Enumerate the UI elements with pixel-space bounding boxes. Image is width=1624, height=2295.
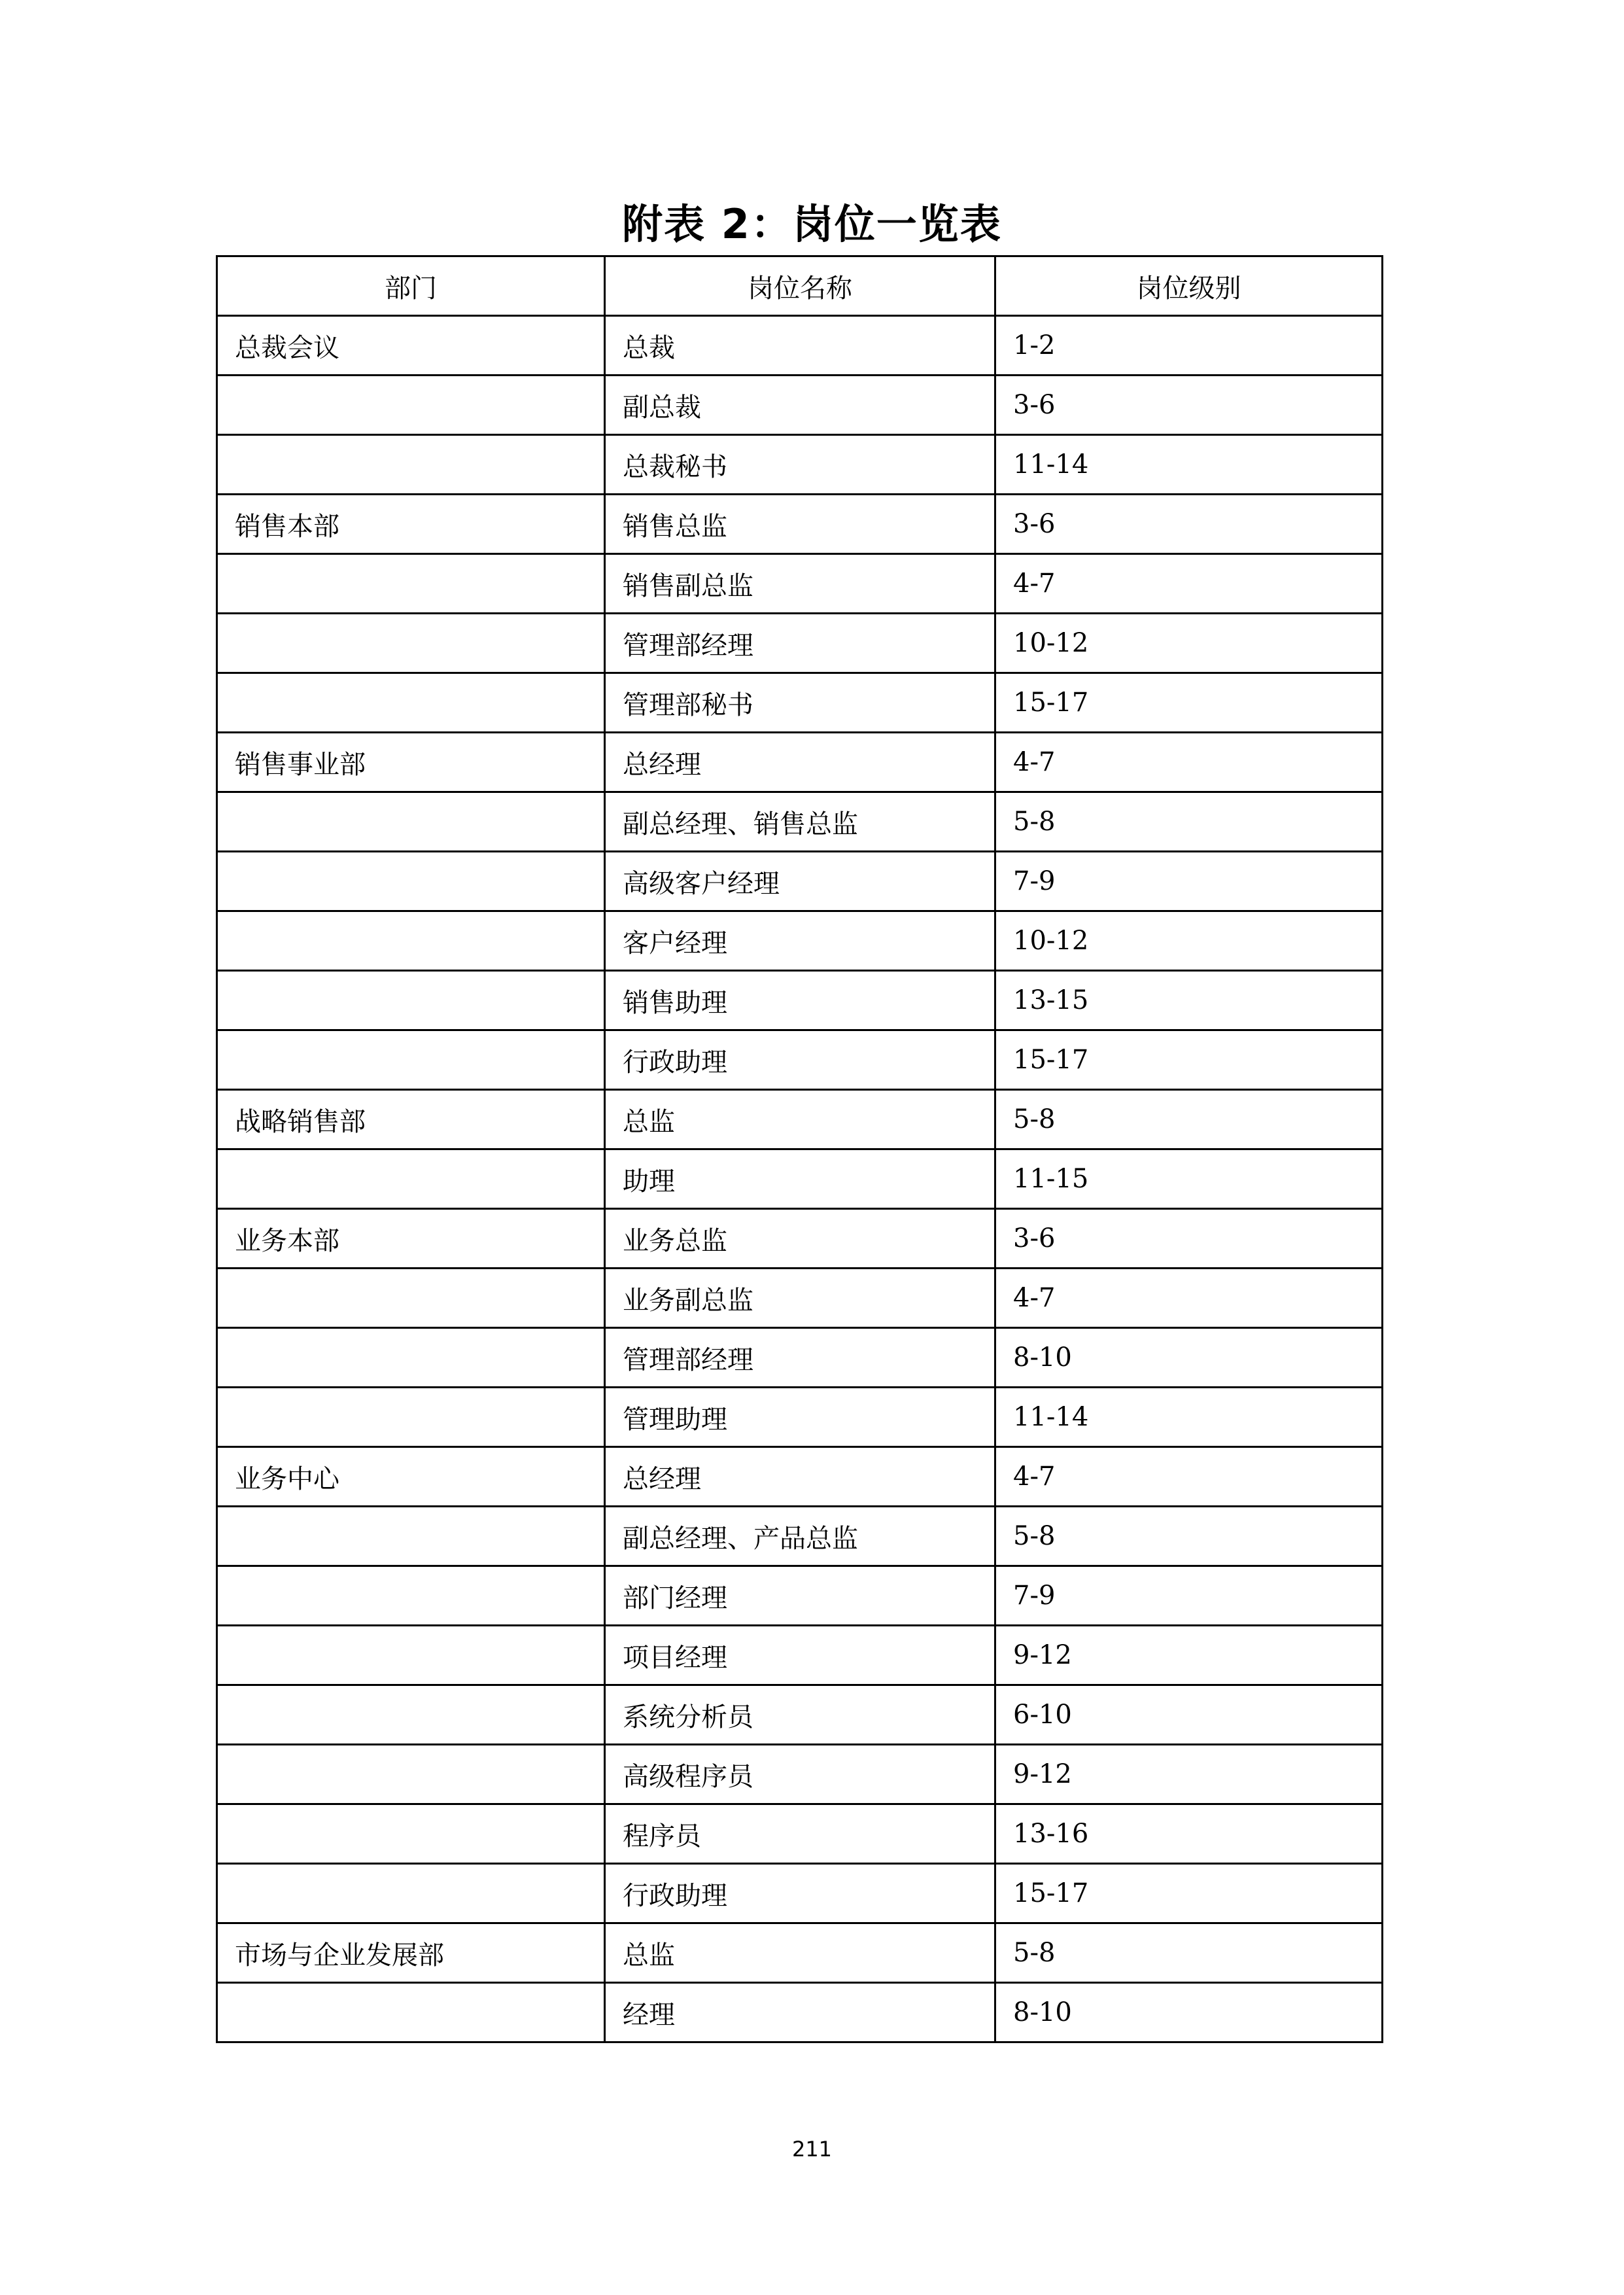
table-row (217, 1983, 1383, 2042)
table-header-row (217, 256, 1383, 316)
position-name-cell: 管理部经理 (605, 614, 995, 673)
table-row (217, 1804, 1383, 1864)
table-row (217, 1209, 1383, 1269)
position-level-cell: 7-9 (995, 852, 1383, 911)
department-cell (217, 1566, 605, 1626)
table-row (217, 435, 1383, 495)
department-cell: 总裁会议 (217, 316, 605, 376)
position-name-cell: 经理 (605, 1983, 995, 2042)
department-cell (217, 376, 605, 435)
position-level-cell: 5-8 (995, 1507, 1383, 1566)
position-name-cell: 业务副总监 (605, 1269, 995, 1328)
table-row (217, 1626, 1383, 1685)
table-row (217, 673, 1383, 733)
position-level-cell: 8-10 (995, 1328, 1383, 1388)
position-table (216, 255, 1383, 2043)
department-cell (217, 1685, 605, 1745)
department-cell: 业务中心 (217, 1447, 605, 1507)
position-level-cell: 6-10 (995, 1685, 1383, 1745)
table-row (217, 792, 1383, 852)
position-level-cell: 11-14 (995, 1388, 1383, 1447)
department-cell (217, 1328, 605, 1388)
position-name-cell: 总经理 (605, 1447, 995, 1507)
position-level-cell: 5-8 (995, 1923, 1383, 1983)
table-row (217, 852, 1383, 911)
table-row (217, 614, 1383, 673)
department-cell (217, 1388, 605, 1447)
column-header-position-name: 岗位名称 (605, 256, 995, 316)
column-header-department: 部门 (217, 256, 605, 316)
table-row (217, 911, 1383, 971)
department-cell (217, 1745, 605, 1804)
position-level-cell: 8-10 (995, 1983, 1383, 2042)
position-level-cell: 4-7 (995, 1269, 1383, 1328)
position-name-cell: 系统分析员 (605, 1685, 995, 1745)
position-level-cell: 15-17 (995, 1864, 1383, 1923)
table-row (217, 1149, 1383, 1209)
table-row (217, 1745, 1383, 1804)
position-level-cell: 9-12 (995, 1626, 1383, 1685)
table-row (217, 316, 1383, 376)
table-row (217, 1566, 1383, 1626)
position-level-cell: 11-15 (995, 1149, 1383, 1209)
department-cell (217, 554, 605, 614)
table-row (217, 1328, 1383, 1388)
department-cell (217, 673, 605, 733)
table-row (217, 1923, 1383, 1983)
department-cell (217, 1149, 605, 1209)
position-name-cell: 销售总监 (605, 495, 995, 554)
department-cell: 业务本部 (217, 1209, 605, 1269)
table-row (217, 1030, 1383, 1090)
position-name-cell: 总监 (605, 1090, 995, 1149)
department-cell (217, 852, 605, 911)
table-row (217, 1269, 1383, 1328)
department-cell: 销售本部 (217, 495, 605, 554)
position-name-cell: 总经理 (605, 733, 995, 792)
position-level-cell: 1-2 (995, 316, 1383, 376)
position-name-cell: 总监 (605, 1923, 995, 1983)
position-level-cell: 5-8 (995, 792, 1383, 852)
position-level-cell: 3-6 (995, 1209, 1383, 1269)
table-body (217, 316, 1383, 2042)
position-name-cell: 助理 (605, 1149, 995, 1209)
position-level-cell: 4-7 (995, 554, 1383, 614)
position-name-cell: 管理部经理 (605, 1328, 995, 1388)
table-row (217, 1864, 1383, 1923)
table-row (217, 554, 1383, 614)
position-name-cell: 销售副总监 (605, 554, 995, 614)
department-cell (217, 1269, 605, 1328)
position-name-cell: 销售助理 (605, 971, 995, 1030)
department-cell (217, 1030, 605, 1090)
position-name-cell: 部门经理 (605, 1566, 995, 1626)
position-level-cell: 13-15 (995, 971, 1383, 1030)
position-name-cell: 总裁 (605, 316, 995, 376)
position-name-cell: 高级客户经理 (605, 852, 995, 911)
position-name-cell: 管理助理 (605, 1388, 995, 1447)
table-row (217, 1090, 1383, 1149)
position-name-cell: 管理部秘书 (605, 673, 995, 733)
department-cell (217, 1507, 605, 1566)
position-level-cell: 5-8 (995, 1090, 1383, 1149)
department-cell: 销售事业部 (217, 733, 605, 792)
position-level-cell: 3-6 (995, 376, 1383, 435)
position-name-cell: 程序员 (605, 1804, 995, 1864)
position-name-cell: 客户经理 (605, 911, 995, 971)
position-level-cell: 11-14 (995, 435, 1383, 495)
department-cell (217, 911, 605, 971)
page-title: 附表 2：岗位一览表 (622, 200, 1002, 248)
department-cell (217, 1864, 605, 1923)
position-name-cell: 总裁秘书 (605, 435, 995, 495)
table-row (217, 971, 1383, 1030)
position-name-cell: 高级程序员 (605, 1745, 995, 1804)
table-row (217, 1507, 1383, 1566)
table-row (217, 376, 1383, 435)
department-cell (217, 435, 605, 495)
department-cell (217, 792, 605, 852)
position-name-cell: 行政助理 (605, 1864, 995, 1923)
table-row (217, 1447, 1383, 1507)
position-level-cell: 15-17 (995, 673, 1383, 733)
position-level-cell: 10-12 (995, 911, 1383, 971)
department-cell (217, 1626, 605, 1685)
position-name-cell: 行政助理 (605, 1030, 995, 1090)
position-name-cell: 业务总监 (605, 1209, 995, 1269)
position-level-cell: 4-7 (995, 733, 1383, 792)
position-name-cell: 副总经理、产品总监 (605, 1507, 995, 1566)
department-cell (217, 1983, 605, 2042)
position-level-cell: 3-6 (995, 495, 1383, 554)
position-name-cell: 副总裁 (605, 376, 995, 435)
table-row (217, 1388, 1383, 1447)
department-cell: 战略销售部 (217, 1090, 605, 1149)
table-row (217, 495, 1383, 554)
position-level-cell: 7-9 (995, 1566, 1383, 1626)
department-cell (217, 614, 605, 673)
position-name-cell: 副总经理、销售总监 (605, 792, 995, 852)
position-level-cell: 4-7 (995, 1447, 1383, 1507)
table-row (217, 1685, 1383, 1745)
position-level-cell: 9-12 (995, 1745, 1383, 1804)
department-cell (217, 1804, 605, 1864)
position-level-cell: 13-16 (995, 1804, 1383, 1864)
department-cell: 市场与企业发展部 (217, 1923, 605, 1983)
column-header-position-level: 岗位级别 (995, 256, 1383, 316)
department-cell (217, 971, 605, 1030)
position-level-cell: 10-12 (995, 614, 1383, 673)
position-level-cell: 15-17 (995, 1030, 1383, 1090)
position-name-cell: 项目经理 (605, 1626, 995, 1685)
table-row (217, 733, 1383, 792)
page-number: 211 (791, 2137, 833, 2162)
